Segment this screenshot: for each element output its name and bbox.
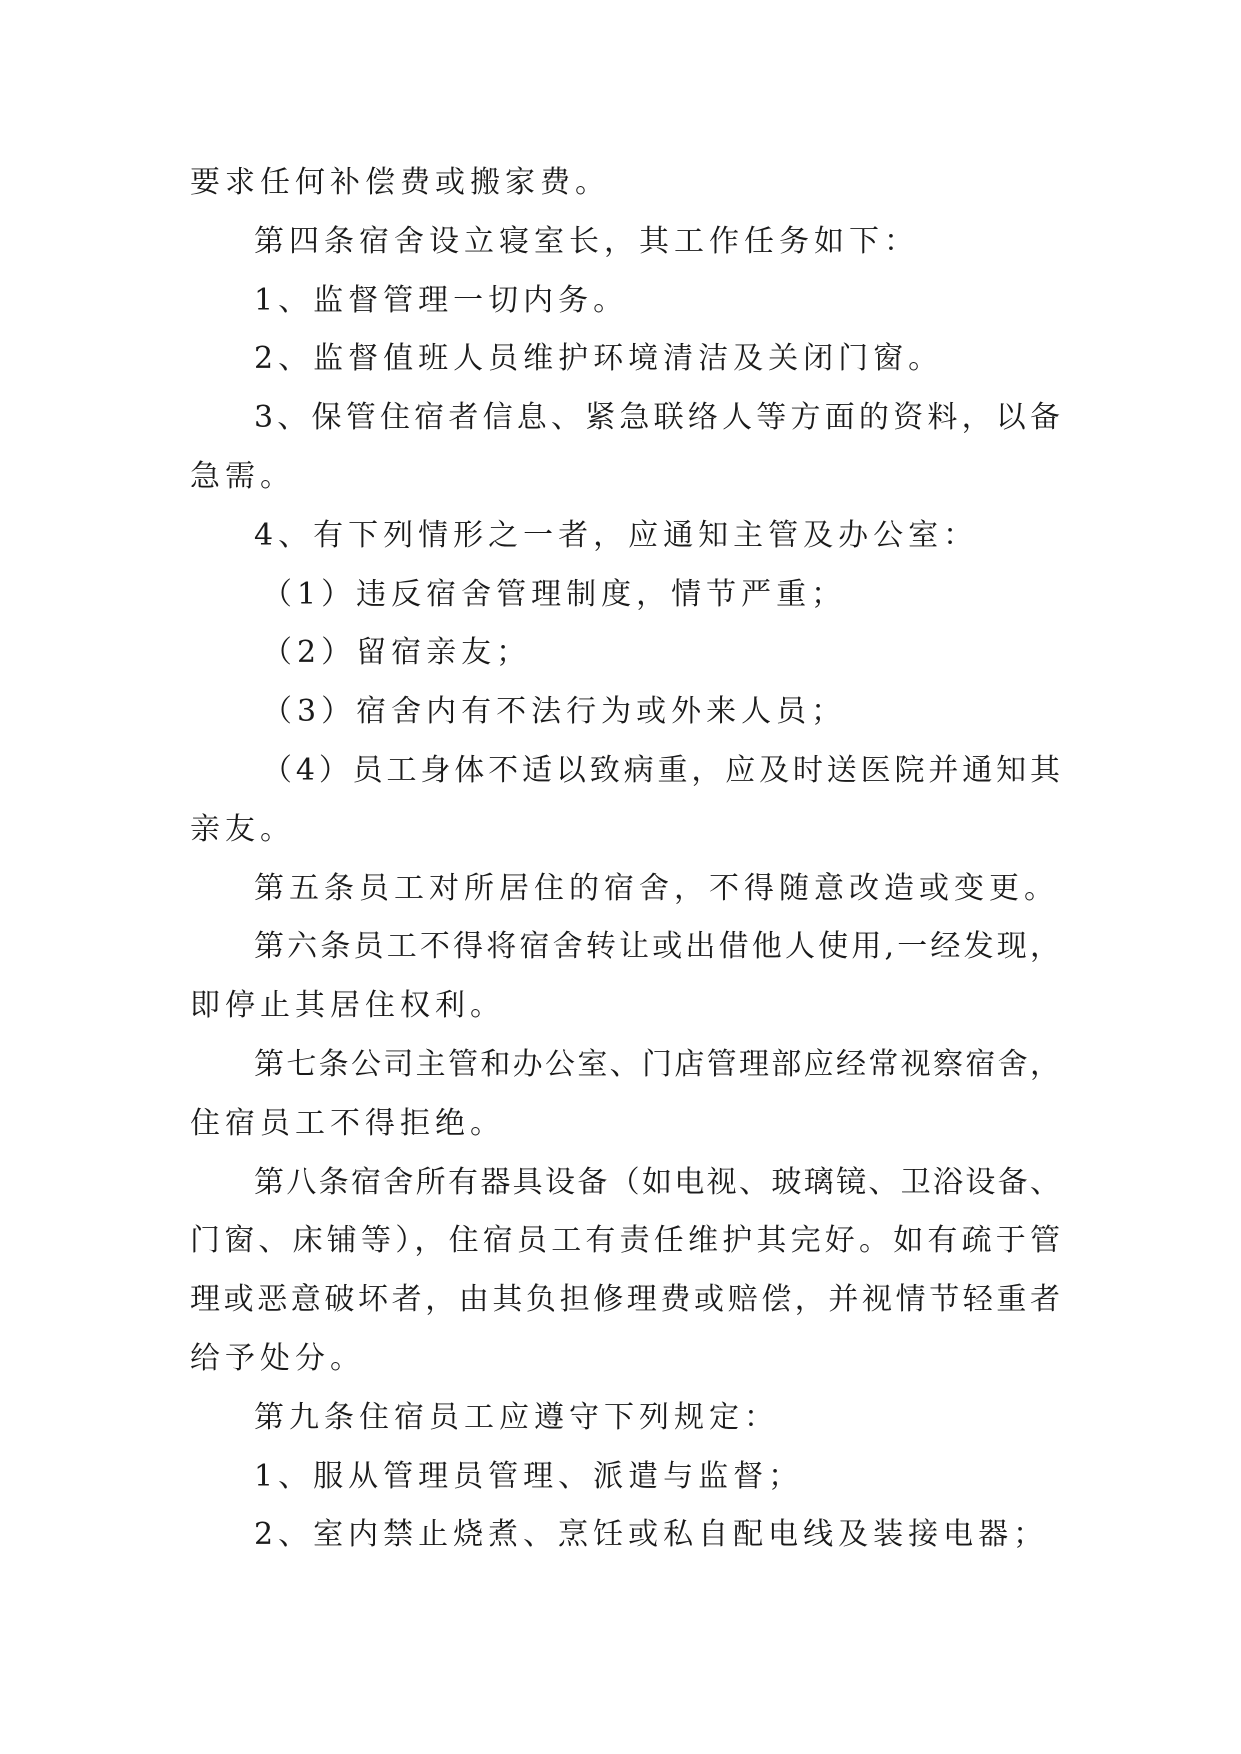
article-4-line: 第四条宿舍设立寝室长，其工作任务如下： xyxy=(254,223,919,259)
list-item-line: 3、保管住宿者信息、紧急联络人等方面的资料，以备 xyxy=(254,400,1060,436)
document-body xyxy=(190,154,1060,1565)
article-7-line: 第七条公司主管和办公室、门店管理部应经常视察宿舍， xyxy=(254,1046,1060,1082)
article-8-line: 第八条宿舍所有器具设备（如电视、玻璃镜、卫浴设备、 xyxy=(254,1164,1060,1200)
sub-item-line: （4）员工身体不适以致病重，应及时送医院并通知其 xyxy=(262,752,1060,788)
paragraph-line: 即停止其居住权利。 xyxy=(190,988,505,1024)
article-6-line: 第六条员工不得将宿舍转让或出借他人使用,一经发现， xyxy=(254,929,1060,965)
article-9-line: 第九条住宿员工应遵守下列规定： xyxy=(254,1399,779,1435)
paragraph-line: 理或恶意破坏者，由其负担修理费或赔偿，并视情节轻重者 xyxy=(190,1282,1060,1318)
paragraph-line: 亲友。 xyxy=(190,811,295,847)
list-item-line: 1、监督管理一切内务。 xyxy=(254,282,629,318)
article-5-line: 第五条员工对所居住的宿舍，不得随意改造或变更。 xyxy=(254,870,1059,906)
list-item-line: 4、有下列情形之一者，应通知主管及办公室： xyxy=(254,517,979,553)
list-item-line: 1、服从管理员管理、派遣与监督； xyxy=(254,1458,804,1494)
list-item-line: 2、监督值班人员维护环境清洁及关闭门窗。 xyxy=(254,341,944,377)
paragraph-line: 给予处分。 xyxy=(190,1340,365,1376)
paragraph-line: 要求任何补偿费或搬家费。 xyxy=(190,165,610,200)
list-item-line: 2、室内禁止烧煮、烹饪或私自配电线及装接电器； xyxy=(254,1517,1049,1553)
paragraph-line: 急需。 xyxy=(190,458,295,494)
sub-item-line: （1）违反宿舍管理制度，情节严重； xyxy=(262,576,847,612)
paragraph-line: 门窗、床铺等），住宿员工有责任维护其完好。如有疏于管 xyxy=(190,1223,1060,1259)
sub-item-line: （3）宿舍内有不法行为或外来人员； xyxy=(262,694,847,730)
sub-item-line: （2）留宿亲友； xyxy=(262,635,532,671)
paragraph-line: 住宿员工不得拒绝。 xyxy=(190,1105,505,1141)
